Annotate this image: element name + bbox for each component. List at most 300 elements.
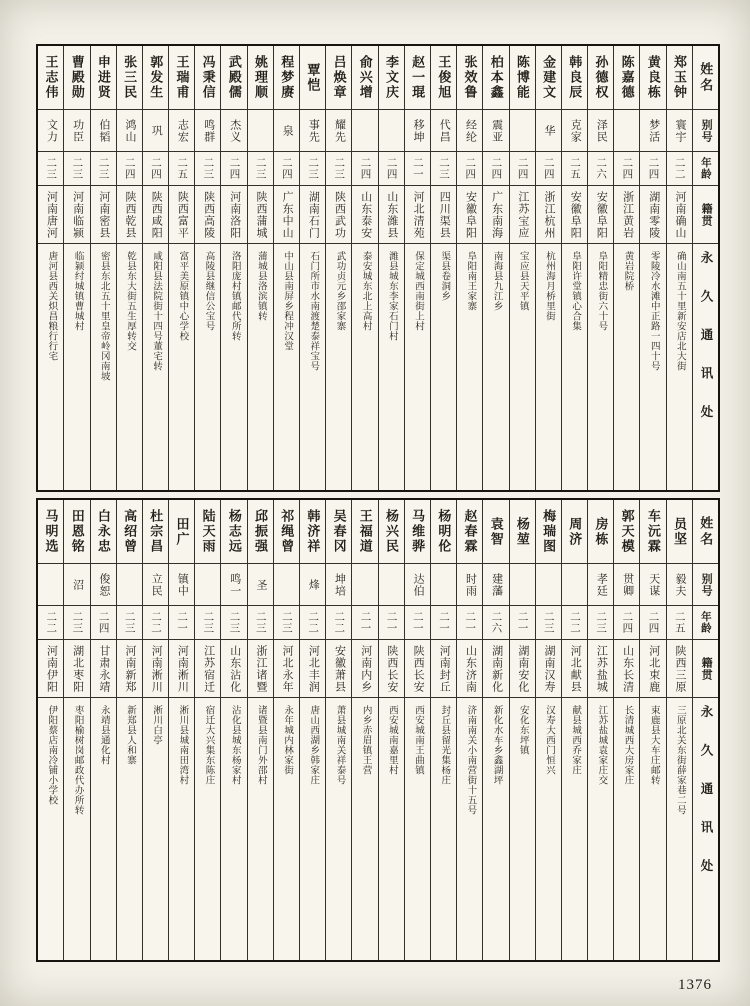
- person-alias-cell: [248, 110, 273, 152]
- person-age-cell: [352, 606, 377, 640]
- person-name: 杨堃: [514, 516, 530, 547]
- person-age-cell: [300, 606, 325, 640]
- person-native-cell: [221, 640, 246, 698]
- person-alias-cell: [143, 564, 168, 606]
- person-address: 渠县卷洞乡: [439, 251, 450, 301]
- person-native: 河南确山: [673, 190, 686, 239]
- person-alias: 鸣群: [202, 118, 215, 143]
- person-address: 伊阳蔡店南冷铺小学校: [46, 705, 57, 805]
- row-label-cell: [693, 186, 718, 244]
- person-alias-cell: [510, 564, 535, 606]
- person-native: 陕西三原: [673, 644, 686, 693]
- person-address: 安化东坪镇: [517, 705, 528, 755]
- row-labels-column: [692, 46, 718, 490]
- person-column: [90, 500, 116, 960]
- person-native: 河南洛阳: [228, 190, 241, 239]
- person-name-cell: [195, 46, 220, 110]
- person-age: 二三: [595, 611, 607, 634]
- person-native: 湖南汉寿: [543, 644, 556, 693]
- person-native: 河北丰润: [307, 644, 320, 693]
- person-name-cell: [405, 46, 430, 110]
- person-alias: 克家: [569, 118, 582, 143]
- person-alias-cell: [483, 110, 508, 152]
- person-name-cell: [38, 46, 63, 110]
- person-address-cell: [614, 244, 639, 490]
- person-address-cell: [91, 244, 116, 490]
- person-age: 二三: [280, 611, 292, 634]
- person-address-cell: [195, 244, 220, 490]
- person-name-cell: [117, 46, 142, 110]
- person-name: 武殿儒: [226, 55, 242, 100]
- person-address-cell: [379, 244, 404, 490]
- person-age-cell: [195, 606, 220, 640]
- person-native-cell: [510, 640, 535, 698]
- person-native: 甘肃永靖: [97, 644, 110, 693]
- person-address-cell: [405, 244, 430, 490]
- person-native: 河南临颍: [71, 190, 84, 239]
- person-age-cell: [379, 606, 404, 640]
- person-alias: 贯卿: [621, 572, 634, 597]
- person-alias-cell: [300, 110, 325, 152]
- person-age-cell: [640, 606, 665, 640]
- person-age-cell: [169, 606, 194, 640]
- person-address-cell: [457, 698, 482, 960]
- person-name: 郭天模: [619, 509, 635, 554]
- person-native-cell: [169, 640, 194, 698]
- person-age: 二五: [176, 157, 188, 180]
- person-address-cell: [562, 244, 587, 490]
- person-name-cell: [300, 500, 325, 564]
- person-name-cell: [379, 46, 404, 110]
- person-alias-cell: [431, 110, 456, 152]
- person-alias: 华: [543, 124, 556, 137]
- person-alias-cell: [640, 110, 665, 152]
- label-age: 年龄: [699, 611, 711, 634]
- person-name-cell: [457, 500, 482, 564]
- person-native: 安徽阜阳: [464, 190, 477, 239]
- person-alias-cell: [64, 564, 89, 606]
- person-age-cell: [457, 152, 482, 186]
- person-native-cell: [300, 186, 325, 244]
- person-age-cell: [143, 606, 168, 640]
- person-address-cell: [326, 698, 351, 960]
- person-age: 二一: [464, 611, 476, 634]
- person-age: 二三: [97, 157, 109, 180]
- person-native: 河北束鹿: [647, 644, 660, 693]
- person-age-cell: [588, 606, 613, 640]
- person-age-cell: [405, 606, 430, 640]
- person-address-cell: [536, 698, 561, 960]
- person-name: 王俊旭: [436, 55, 452, 100]
- person-age-cell: [248, 152, 273, 186]
- person-column: [613, 46, 639, 490]
- person-name-cell: [64, 500, 89, 564]
- person-age-cell: [510, 606, 535, 640]
- person-age-cell: [169, 152, 194, 186]
- person-name: 王福道: [357, 509, 373, 554]
- person-native-cell: [431, 186, 456, 244]
- person-column: [561, 500, 587, 960]
- person-alias: 文力: [45, 118, 58, 143]
- label-alias: 别号: [700, 118, 713, 143]
- person-address: 咸阳县法院街十四号董宅转: [151, 251, 162, 371]
- person-name: 赵春霖: [462, 509, 478, 554]
- person-address: 汉寿大西门恒兴: [543, 705, 554, 775]
- row-label-cell: [693, 500, 718, 564]
- person-age-cell: [614, 152, 639, 186]
- person-name: 柏本鑫: [488, 55, 504, 100]
- person-alias: 建藩: [490, 572, 503, 597]
- person-column: [430, 46, 456, 490]
- person-alias-cell: [352, 564, 377, 606]
- person-alias: 功臣: [71, 118, 84, 143]
- label-native: 籍贯: [700, 656, 713, 681]
- person-alias-cell: [274, 110, 299, 152]
- person-alias: 孝廷: [595, 572, 608, 597]
- person-name: 袁智: [488, 516, 504, 547]
- person-column: [63, 46, 89, 490]
- person-alias-cell: [536, 110, 561, 152]
- person-name-cell: [248, 500, 273, 564]
- person-name: 程梦赓: [279, 55, 295, 100]
- person-age: 二一: [411, 611, 423, 634]
- person-age-cell: [326, 152, 351, 186]
- person-column: [38, 500, 63, 960]
- person-name-cell: [510, 46, 535, 110]
- person-alias: 梦活: [647, 118, 660, 143]
- person-address: 永年城内林家街: [282, 705, 293, 775]
- person-age: 二一: [438, 611, 450, 634]
- person-native-cell: [667, 640, 692, 698]
- person-address-cell: [405, 698, 430, 960]
- person-address: 石门所市水南渡楚泰祥宝号: [308, 251, 319, 371]
- person-alias-cell: [221, 110, 246, 152]
- person-name-cell: [457, 46, 482, 110]
- person-alias: 巩: [150, 124, 163, 137]
- person-address-cell: [510, 244, 535, 490]
- person-native: 陕西蒲城: [254, 190, 267, 239]
- person-name-cell: [38, 500, 63, 564]
- person-age: 二三: [333, 157, 345, 180]
- person-address: 南海县九江乡: [491, 251, 502, 311]
- person-native: 湖南新化: [490, 644, 503, 693]
- person-address: 萧县城南关祥泰号: [334, 705, 345, 785]
- person-address-cell: [640, 244, 665, 490]
- person-native: 陕西富平: [176, 190, 189, 239]
- person-native: 安徽萧县: [333, 644, 346, 693]
- person-name: 田恩铭: [69, 509, 85, 554]
- person-address: 淅川县城南田湾村: [177, 705, 188, 785]
- person-address: 阜阳许堂镇心合集: [570, 251, 581, 331]
- person-address-cell: [64, 698, 89, 960]
- person-name-cell: [143, 46, 168, 110]
- person-alias-cell: [667, 564, 692, 606]
- person-column: [194, 500, 220, 960]
- page-number: 1376: [678, 977, 712, 993]
- person-column: [378, 500, 404, 960]
- person-native: 山东泰安: [359, 190, 372, 239]
- person-address: 高陵县继信公宝号: [203, 251, 214, 331]
- person-column: [299, 500, 325, 960]
- person-name-cell: [562, 500, 587, 564]
- label-age: 年龄: [699, 157, 711, 180]
- person-alias-cell: [143, 110, 168, 152]
- person-name: 陈嘉德: [619, 55, 635, 100]
- person-alias: 毅夫: [673, 572, 686, 597]
- person-alias: 坤培: [333, 572, 346, 597]
- person-native-cell: [300, 640, 325, 698]
- person-native: 广东中山: [281, 190, 294, 239]
- person-name: 杜宗昌: [148, 509, 164, 554]
- person-name-cell: [536, 500, 561, 564]
- person-age-cell: [64, 606, 89, 640]
- person-native: 浙江诸暨: [254, 644, 267, 693]
- person-alias-cell: [614, 564, 639, 606]
- person-age-cell: [431, 606, 456, 640]
- registry-table-bottom: [36, 498, 720, 962]
- person-column: [325, 500, 351, 960]
- person-native-cell: [536, 640, 561, 698]
- person-native: 河南新郑: [124, 644, 137, 693]
- person-native-cell: [667, 186, 692, 244]
- person-address: 潍县城东李家石门村: [386, 251, 397, 341]
- person-address-cell: [562, 698, 587, 960]
- person-native-cell: [143, 640, 168, 698]
- person-native-cell: [562, 186, 587, 244]
- person-address-cell: [431, 698, 456, 960]
- person-name: 姚理顺: [253, 55, 269, 100]
- person-native: 河南伊阳: [45, 644, 58, 693]
- person-alias: 经纶: [464, 118, 477, 143]
- person-column: [404, 500, 430, 960]
- person-alias-cell: [169, 564, 194, 606]
- person-native: 陕西长安: [385, 644, 398, 693]
- person-age-cell: [431, 152, 456, 186]
- registry-table-top: [36, 44, 720, 492]
- person-native-cell: [457, 640, 482, 698]
- person-age: 二四: [280, 157, 292, 180]
- person-native-cell: [38, 640, 63, 698]
- person-column: [639, 46, 665, 490]
- person-age-cell: [667, 606, 692, 640]
- person-column: [63, 500, 89, 960]
- person-column: [509, 46, 535, 490]
- person-name-cell: [536, 46, 561, 110]
- person-address: 诸暨县南门外邵村: [255, 705, 266, 785]
- person-age: 二三: [45, 157, 57, 180]
- person-column: [482, 500, 508, 960]
- person-name: 俞兴增: [357, 55, 373, 100]
- person-native: 河北清苑: [412, 190, 425, 239]
- person-alias-cell: [195, 110, 220, 152]
- person-name: 杨兴民: [383, 509, 399, 554]
- person-name: 王瑞甫: [174, 55, 190, 100]
- person-native: 山东沾化: [228, 644, 241, 693]
- person-age-cell: [274, 152, 299, 186]
- person-address-cell: [64, 244, 89, 490]
- person-alias-cell: [64, 110, 89, 152]
- person-age: 二四: [228, 157, 240, 180]
- person-alias: 寰宇: [673, 118, 686, 143]
- person-age-cell: [38, 152, 63, 186]
- person-age: 二二: [673, 157, 685, 180]
- person-name-cell: [405, 500, 430, 564]
- person-age-cell: [405, 152, 430, 186]
- person-column: [404, 46, 430, 490]
- person-alias: 移坤: [412, 118, 425, 143]
- person-native: 河南封丘: [438, 644, 451, 693]
- person-address: 富平美原镇中心学校: [177, 251, 188, 341]
- person-address: 泰安城东北上高村: [360, 251, 371, 331]
- person-alias: 泉: [281, 124, 294, 137]
- person-native: 江苏宿迁: [202, 644, 215, 693]
- person-name-cell: [195, 500, 220, 564]
- person-alias: 镇中: [176, 572, 189, 597]
- person-column: [666, 46, 692, 490]
- person-age-cell: [300, 152, 325, 186]
- person-name: 申进贤: [95, 55, 111, 100]
- person-name: 杨志远: [226, 509, 242, 554]
- person-age: 二五: [673, 611, 685, 634]
- person-age-cell: [38, 606, 63, 640]
- person-age: 二三: [254, 611, 266, 634]
- person-address: 洛阳庞村镇邮代所转: [229, 251, 240, 341]
- person-native-cell: [326, 186, 351, 244]
- person-name: 张三民: [122, 55, 138, 100]
- person-age-cell: [64, 152, 89, 186]
- person-native: 陕西武功: [333, 190, 346, 239]
- person-name-cell: [91, 46, 116, 110]
- person-age-cell: [667, 152, 692, 186]
- person-age: 二三: [307, 157, 319, 180]
- person-age: 二四: [464, 157, 476, 180]
- person-age: 二六: [490, 611, 502, 634]
- person-native-cell: [562, 640, 587, 698]
- person-name-cell: [326, 500, 351, 564]
- person-age: 二三: [123, 611, 135, 634]
- person-age: 二三: [71, 611, 83, 634]
- person-alias: 伯韬: [97, 118, 110, 143]
- person-column: [90, 46, 116, 490]
- person-name: 赵一琨: [410, 55, 426, 100]
- person-address: 黄岩院桥: [622, 251, 633, 291]
- person-age: 二四: [542, 157, 554, 180]
- person-age: 二四: [149, 157, 161, 180]
- person-age-cell: [221, 606, 246, 640]
- person-name-cell: [431, 46, 456, 110]
- person-native: 安徽阜阳: [595, 190, 608, 239]
- person-native: 江苏盐城: [595, 644, 608, 693]
- person-name: 韩良辰: [567, 55, 583, 100]
- person-address: 献县城西乔家庄: [570, 705, 581, 775]
- person-alias: 泽民: [595, 118, 608, 143]
- person-name: 马维骅: [410, 509, 426, 554]
- person-address: 西安城南王曲镇: [413, 705, 424, 775]
- person-native: 江苏宝应: [516, 190, 529, 239]
- person-name: 邱振强: [253, 509, 269, 554]
- person-name-cell: [483, 46, 508, 110]
- person-native: 陕西乾县: [124, 190, 137, 239]
- person-address-cell: [536, 244, 561, 490]
- person-age: 二四: [621, 157, 633, 180]
- person-alias-cell: [405, 564, 430, 606]
- person-address-cell: [326, 244, 351, 490]
- person-native-cell: [169, 186, 194, 244]
- person-alias: 杰义: [228, 118, 241, 143]
- person-alias-cell: [195, 564, 220, 606]
- person-name-cell: [221, 46, 246, 110]
- person-address: 临颍纣城镇曹城村: [72, 251, 83, 331]
- person-age: 二四: [97, 611, 109, 634]
- person-address-cell: [221, 698, 246, 960]
- person-column: [116, 500, 142, 960]
- person-address-cell: [379, 698, 404, 960]
- person-alias-cell: [221, 564, 246, 606]
- person-native: 陕西长安: [412, 644, 425, 693]
- person-column: [247, 500, 273, 960]
- person-address-cell: [221, 244, 246, 490]
- person-alias: 代昌: [438, 118, 451, 143]
- person-native-cell: [221, 186, 246, 244]
- person-column: [299, 46, 325, 490]
- person-native: 湖南石门: [307, 190, 320, 239]
- person-address: 确山南五十里新安店北大街: [674, 251, 685, 371]
- person-native: 河南内乡: [359, 644, 372, 693]
- person-address-cell: [431, 244, 456, 490]
- person-native-cell: [483, 640, 508, 698]
- person-age: 二一: [176, 611, 188, 634]
- person-address: 新化水车乡鑫湖坪: [491, 705, 502, 785]
- person-native: 陕西咸阳: [150, 190, 163, 239]
- person-native: 山东长清: [621, 644, 634, 693]
- person-native: 湖南安化: [516, 644, 529, 693]
- person-name: 郑玉钟: [672, 55, 688, 100]
- person-name-cell: [667, 46, 692, 110]
- person-age-cell: [195, 152, 220, 186]
- person-name: 周济: [567, 516, 583, 547]
- person-alias: 俊恕: [97, 572, 110, 597]
- person-alias-cell: [536, 564, 561, 606]
- person-alias-cell: [91, 110, 116, 152]
- person-native: 安徽阜阳: [569, 190, 582, 239]
- person-address: 新郑县人和寨: [124, 705, 135, 765]
- person-native-cell: [195, 640, 220, 698]
- person-age-cell: [379, 152, 404, 186]
- person-native: 广东南海: [490, 190, 503, 239]
- person-age-cell: [562, 606, 587, 640]
- person-native-cell: [640, 640, 665, 698]
- person-address: 淅川白亭: [151, 705, 162, 745]
- person-address-cell: [667, 244, 692, 490]
- person-column: [116, 46, 142, 490]
- person-column: [220, 46, 246, 490]
- person-age: 二三: [228, 611, 240, 634]
- person-name-cell: [248, 46, 273, 110]
- person-native: 河南密县: [97, 190, 110, 239]
- person-native: 浙江黄岩: [621, 190, 634, 239]
- person-native-cell: [274, 186, 299, 244]
- person-alias-cell: [38, 110, 63, 152]
- person-column: [351, 46, 377, 490]
- person-name-cell: [274, 46, 299, 110]
- person-address: 乾县东大街五生厚转交: [124, 251, 135, 351]
- person-address: 长清城西大房家庄: [622, 705, 633, 785]
- person-name-cell: [510, 500, 535, 564]
- person-native: 河南唐河: [45, 190, 58, 239]
- person-name: 吴春冈: [331, 509, 347, 554]
- person-column: [587, 500, 613, 960]
- person-age-cell: [562, 152, 587, 186]
